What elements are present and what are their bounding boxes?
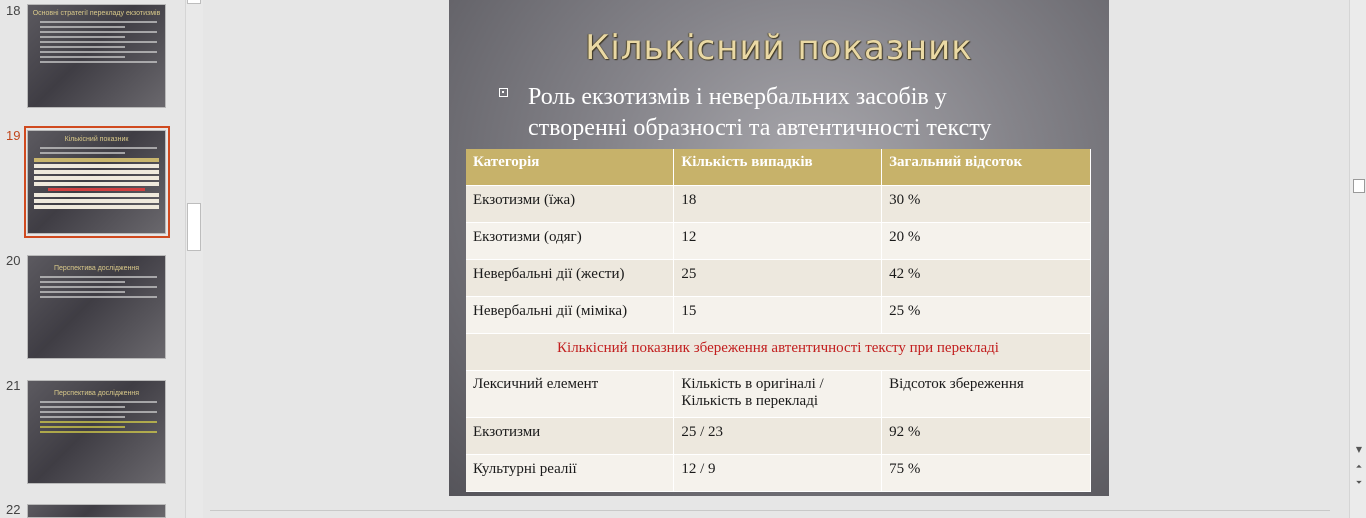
bullet-square-icon <box>499 88 508 97</box>
table-header-row <box>466 149 1091 185</box>
table-cell[interactable]: Невербальні дії (міміка) <box>466 296 674 333</box>
slide-thumbnail-22[interactable] <box>27 504 166 518</box>
slide-number-19: 19 <box>6 128 21 143</box>
thumbnail-title: Кількісний показник <box>64 136 129 143</box>
slide-thumbnail-19[interactable] <box>27 130 166 234</box>
thumbnail-title: Перспектива дослідження <box>53 265 140 272</box>
bullet-text-content: Роль екзотизмів і невербальних засобів у створенні образності та автентичності тексту <box>528 84 992 141</box>
table-subheading[interactable]: Кількісний показник збереження автентичності тексту при перекладі <box>466 333 1091 370</box>
slide-number-18: 18 <box>6 3 21 18</box>
table-row <box>466 259 1091 296</box>
table-cell[interactable]: Відсоток збереження <box>882 370 1091 417</box>
table-cell[interactable]: 12 / 9 <box>674 454 882 491</box>
table-row <box>466 222 1091 259</box>
table-row <box>466 417 1091 454</box>
slide-number-22: 22 <box>6 502 21 517</box>
vertical-scrollbar[interactable] <box>1349 0 1366 518</box>
slide-thumbnail-pane <box>0 0 185 518</box>
table-header-cell[interactable]: Загальний відсоток <box>882 149 1091 185</box>
slide-number-20: 20 <box>6 253 21 268</box>
slide-thumbnail-20[interactable] <box>27 255 166 359</box>
table-cell[interactable]: Екзотизми (одяг) <box>466 222 674 259</box>
table-cell[interactable]: Кількість в оригіналі / Кількість в перекладі <box>674 370 882 417</box>
table-header-cell[interactable]: Категорія <box>466 149 674 185</box>
slide-thumbnail-21[interactable] <box>27 380 166 484</box>
slide-thumbnail-18[interactable] <box>27 4 166 108</box>
table-cell[interactable]: Екзотизми <box>466 417 674 454</box>
table-row <box>466 454 1091 491</box>
slide-title[interactable]: Кількісний показник <box>585 28 973 68</box>
table-cell[interactable]: 25 / 23 <box>674 417 882 454</box>
table-row <box>466 370 1091 417</box>
slide-bullet-text[interactable] <box>528 82 1048 144</box>
thumbnail-scroll-top <box>187 0 201 4</box>
horizontal-scrollbar[interactable] <box>203 507 1349 518</box>
table-cell[interactable]: Невербальні дії (жести) <box>466 259 674 296</box>
next-slide-icon[interactable]: ⏷ <box>1355 478 1363 487</box>
thumbnail-title: Перспектива дослідження <box>53 390 140 397</box>
table-row <box>466 296 1091 333</box>
slide-number-21: 21 <box>6 378 21 393</box>
data-table[interactable] <box>466 149 1091 492</box>
vertical-scroll-thumb[interactable] <box>1353 179 1365 193</box>
table-cell[interactable]: 30 % <box>882 185 1091 222</box>
table-cell[interactable]: 20 % <box>882 222 1091 259</box>
table-cell[interactable]: 15 <box>674 296 882 333</box>
table-cell[interactable]: 25 % <box>882 296 1091 333</box>
table-cell[interactable]: 42 % <box>882 259 1091 296</box>
table-row <box>466 185 1091 222</box>
thumbnail-title: Основні стратегії перекладу екзотизмів <box>32 10 161 17</box>
table-cell[interactable]: Екзотизми (їжа) <box>466 185 674 222</box>
table-cell[interactable]: Культурні реалії <box>466 454 674 491</box>
table-cell[interactable]: 12 <box>674 222 882 259</box>
thumbnail-scroll-thumb[interactable] <box>187 203 201 251</box>
current-slide[interactable] <box>449 0 1109 496</box>
table-cell[interactable]: 75 % <box>882 454 1091 491</box>
horizontal-scroll-track <box>210 510 1330 511</box>
scroll-down-icon[interactable]: ▼ <box>1355 445 1363 454</box>
table-subheading-row <box>466 333 1091 370</box>
table-cell[interactable]: Лексичний елемент <box>466 370 674 417</box>
previous-slide-icon[interactable]: ⏶ <box>1355 462 1363 471</box>
table-cell[interactable]: 25 <box>674 259 882 296</box>
table-cell[interactable]: 92 % <box>882 417 1091 454</box>
table-cell[interactable]: 18 <box>674 185 882 222</box>
thumbnail-scrollbar[interactable] <box>185 0 203 518</box>
table-header-cell[interactable]: Кількість випадків <box>674 149 882 185</box>
